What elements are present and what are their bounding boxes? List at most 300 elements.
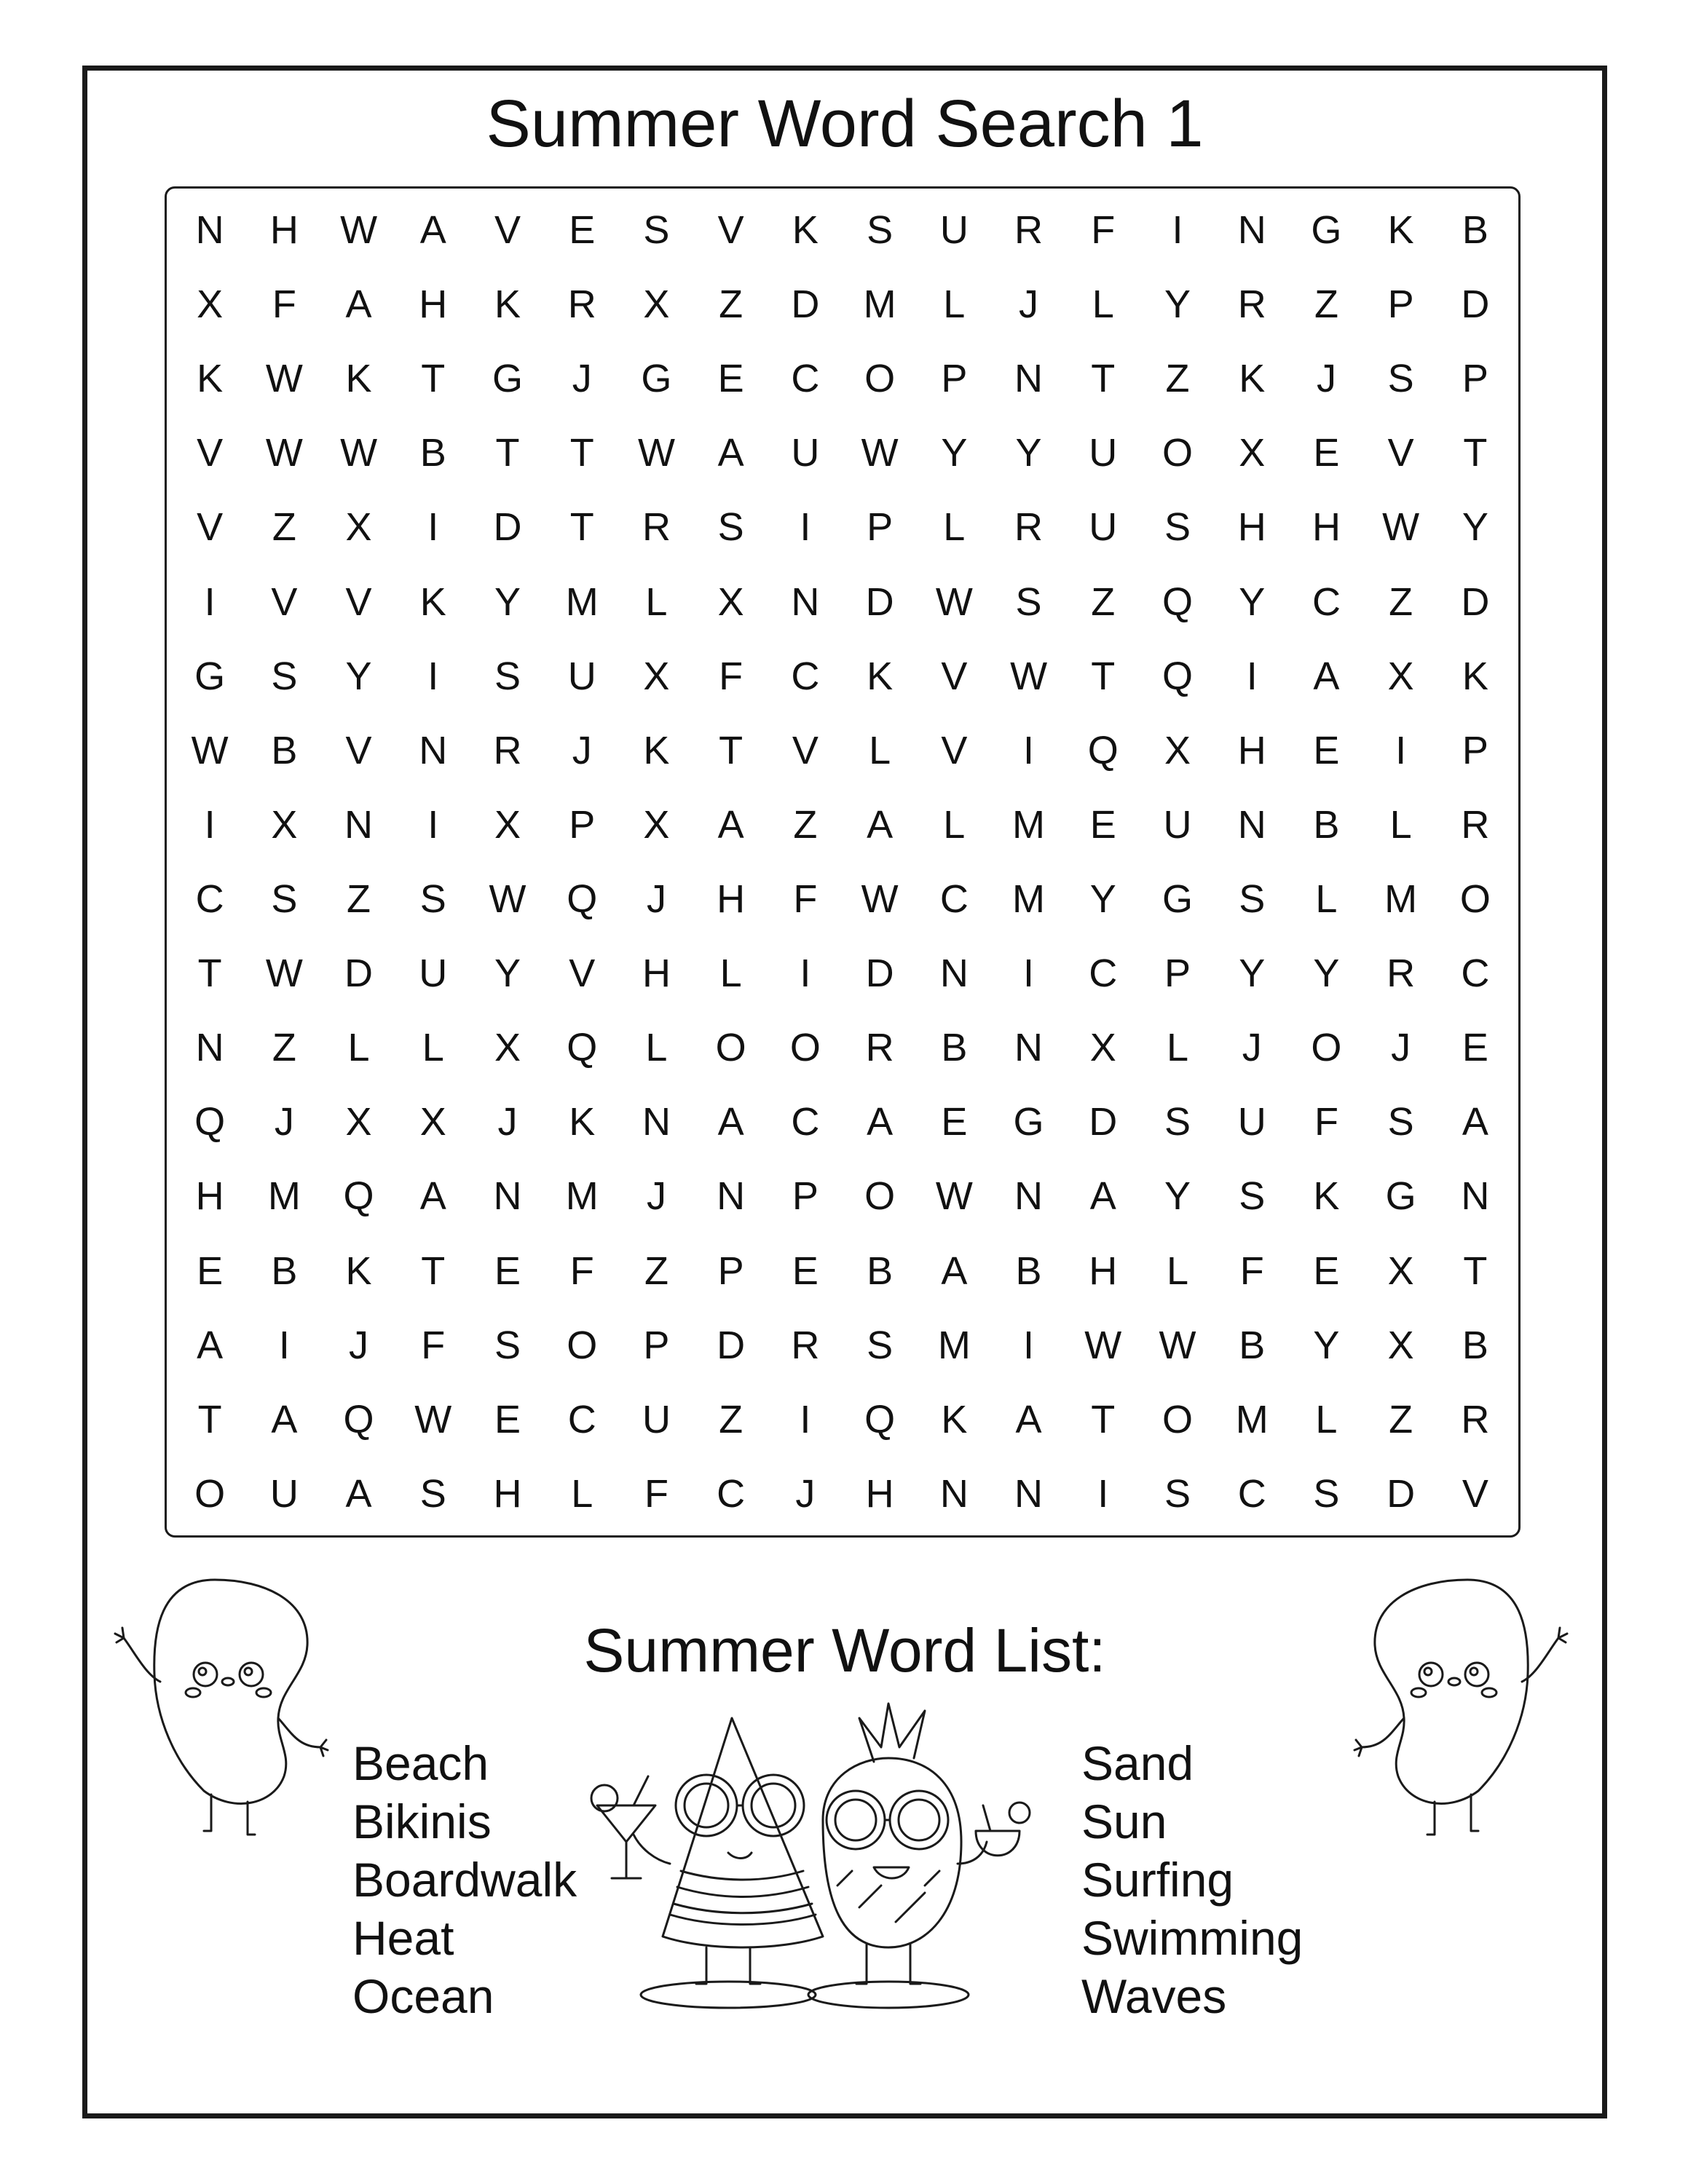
grid-letter: J — [572, 357, 592, 401]
grid-letter: U — [419, 951, 448, 996]
grid-letter: U — [1089, 505, 1118, 550]
grid-letter: H — [865, 1471, 894, 1516]
grid-letter: T — [719, 728, 744, 772]
grid-letter: N — [1237, 208, 1266, 253]
grid-letter: H — [642, 951, 671, 996]
grid-letter: A — [419, 1174, 446, 1219]
grid-letter: R — [1461, 802, 1490, 847]
grid-letter: R — [1387, 951, 1416, 996]
grid-letter: S — [271, 654, 298, 698]
grid-letter: Z — [1389, 1397, 1413, 1441]
grid-letter: J — [646, 1174, 666, 1219]
grid-letter: P — [717, 1249, 744, 1293]
grid-letter: X — [643, 282, 670, 327]
grid-letter: S — [494, 654, 521, 698]
grid-letter: A — [345, 1471, 372, 1516]
grid-letter: U — [567, 654, 596, 698]
grid-letter: L — [1315, 1397, 1338, 1441]
grid-letter: Y — [1015, 431, 1042, 475]
grid-letter: W — [637, 431, 675, 475]
grid-letter: C — [791, 654, 820, 698]
grid-letter: Z — [719, 1397, 744, 1441]
grid-letter: G — [1311, 208, 1342, 253]
grid-letter: G — [1162, 877, 1193, 922]
grid-letter: D — [1089, 1100, 1118, 1144]
grid-letter: Z — [347, 877, 371, 922]
grid-letter: Y — [1313, 1323, 1340, 1367]
grid-letter: B — [941, 1026, 968, 1070]
grid-letter: Y — [1462, 505, 1488, 550]
grid-letter: Q — [567, 877, 598, 922]
grid-letter: I — [1023, 951, 1035, 996]
grid-letter: O — [1162, 431, 1193, 475]
grid-letter: L — [347, 1026, 370, 1070]
grid-letter: D — [344, 951, 374, 996]
grid-letter: F — [272, 282, 296, 327]
grid-letter: H — [1237, 505, 1266, 550]
grid-letter: X — [345, 505, 372, 550]
grid-letter: Q — [864, 1397, 896, 1441]
grid-letter: X — [197, 282, 224, 327]
grid-letter: B — [271, 728, 298, 772]
grid-letter: K — [1462, 654, 1488, 698]
grid-letter: W — [1159, 1323, 1196, 1367]
grid-letter: N — [1461, 1174, 1490, 1219]
watermelon-pineapple-friends-icon — [583, 1696, 1049, 2017]
grid-letter: H — [717, 877, 746, 922]
grid-letter: P — [867, 505, 894, 550]
grid-letter: C — [1089, 951, 1118, 996]
grid-letter: S — [419, 877, 446, 922]
grid-letter: X — [419, 1100, 446, 1144]
grid-letter: A — [1462, 1100, 1488, 1144]
grid-letter: B — [1239, 1323, 1266, 1367]
word-list-item: Ocean — [352, 1969, 494, 2023]
grid-letter: M — [565, 579, 599, 624]
grid-letter: O — [194, 1471, 226, 1516]
grid-letter: L — [645, 579, 668, 624]
grid-letter: L — [1166, 1249, 1189, 1293]
grid-letter: N — [939, 951, 969, 996]
grid-letter: J — [274, 1100, 294, 1144]
grid-letter: P — [1387, 282, 1414, 327]
grid-letter: E — [717, 357, 744, 401]
bean-character-icon — [109, 1572, 342, 1849]
grid-letter: M — [565, 1174, 599, 1219]
grid-letter: X — [271, 802, 298, 847]
grid-letter: N — [1014, 1471, 1044, 1516]
grid-letter: V — [197, 431, 224, 475]
grid-letter: X — [494, 1026, 521, 1070]
grid-letter: J — [795, 1471, 816, 1516]
grid-letter: I — [800, 1397, 811, 1441]
grid-letter: Y — [1313, 951, 1340, 996]
grid-letter: L — [1166, 1026, 1189, 1070]
grid-letter: N — [1237, 802, 1266, 847]
grid-letter: F — [1091, 208, 1116, 253]
grid-letter: E — [1313, 1249, 1340, 1293]
grid-letter: O — [567, 1323, 598, 1367]
grid-letter: K — [1387, 208, 1414, 253]
grid-letter: V — [197, 505, 224, 550]
grid-letter: C — [567, 1397, 596, 1441]
grid-letter: F — [569, 1249, 594, 1293]
grid-letter: Z — [1091, 579, 1116, 624]
grid-letter: W — [414, 1397, 452, 1441]
grid-letter: T — [1091, 357, 1116, 401]
grid-letter: P — [1462, 357, 1488, 401]
grid-letter: U — [791, 431, 820, 475]
grid-letter: T — [197, 951, 222, 996]
grid-letter: J — [1316, 357, 1336, 401]
grid-letter: B — [1462, 208, 1488, 253]
grid-letter: W — [489, 877, 526, 922]
grid-letter: E — [1089, 802, 1116, 847]
grid-letter: V — [717, 208, 744, 253]
grid-letter: R — [1461, 1397, 1490, 1441]
grid-letter: W — [265, 357, 303, 401]
grid-letter: Z — [644, 1249, 669, 1293]
grid-letter: S — [1313, 1471, 1340, 1516]
grid-letter: M — [937, 1323, 971, 1367]
grid-letter: E — [494, 1397, 521, 1441]
grid-letter: P — [643, 1323, 670, 1367]
grid-letter: I — [1023, 728, 1035, 772]
grid-letter: T — [1463, 431, 1488, 475]
grid-letter: T — [569, 505, 594, 550]
grid-letter: X — [1387, 654, 1414, 698]
grid-letter: S — [1164, 1471, 1191, 1516]
grid-letter: X — [1164, 728, 1191, 772]
grid-letter: P — [569, 802, 596, 847]
grid-letter: V — [941, 728, 968, 772]
grid-letter: S — [867, 208, 894, 253]
grid-letter: Z — [272, 505, 296, 550]
grid-letter: N — [344, 802, 374, 847]
word-list-item: Heat — [352, 1911, 454, 1965]
grid-letter: I — [1023, 1323, 1035, 1367]
grid-letter: W — [340, 208, 378, 253]
grid-letter: T — [1091, 654, 1116, 698]
word-list-item: Swimming — [1081, 1911, 1304, 1965]
grid-letter: N — [195, 208, 224, 253]
grid-letter: C — [791, 357, 820, 401]
grid-letter: W — [935, 579, 973, 624]
grid-letter: S — [1164, 505, 1191, 550]
grid-letter: R — [791, 1323, 820, 1367]
grid-letter: H — [493, 1471, 522, 1516]
grid-letter: G — [641, 357, 672, 401]
grid-letter: C — [717, 1471, 746, 1516]
grid-letter: Y — [345, 654, 372, 698]
grid-letter: J — [497, 1100, 518, 1144]
grid-letter: D — [865, 579, 894, 624]
grid-letter: J — [572, 728, 592, 772]
grid-letter: D — [865, 951, 894, 996]
grid-letter: A — [419, 208, 446, 253]
grid-letter: A — [271, 1397, 298, 1441]
grid-letter: D — [1387, 1471, 1416, 1516]
grid-letter: H — [419, 282, 448, 327]
grid-letter: H — [195, 1174, 224, 1219]
grid-letter: Q — [194, 1100, 226, 1144]
word-list-item: Beach — [352, 1736, 489, 1790]
grid-letter: K — [569, 1100, 596, 1144]
grid-letter: R — [1014, 208, 1044, 253]
grid-letter: T — [1091, 1397, 1116, 1441]
grid-letter: Q — [343, 1397, 374, 1441]
word-list-right — [1081, 1734, 1303, 2025]
grid-letter: R — [493, 728, 522, 772]
grid-letter: A — [717, 1100, 744, 1144]
grid-letter: F — [644, 1471, 669, 1516]
grid-letter: Z — [1165, 357, 1190, 401]
grid-letter: X — [1089, 1026, 1116, 1070]
grid-letter: K — [941, 1397, 968, 1441]
grid-letter: A — [1089, 1174, 1116, 1219]
grid-letter: K — [197, 357, 224, 401]
grid-letter: M — [1012, 877, 1046, 922]
grid-letter: G — [194, 654, 226, 698]
grid-letter: C — [1312, 579, 1341, 624]
grid-letter: J — [1019, 282, 1039, 327]
grid-letter: K — [1313, 1174, 1340, 1219]
grid-letter: W — [861, 431, 899, 475]
grid-letter: J — [1242, 1026, 1262, 1070]
grid-letter: E — [1462, 1026, 1488, 1070]
grid-letter: P — [1164, 951, 1191, 996]
grid-letter: V — [271, 579, 298, 624]
grid-letter: W — [935, 1174, 973, 1219]
grid-letter: L — [645, 1026, 668, 1070]
grid-letter: K — [494, 282, 521, 327]
grid-letter: L — [869, 728, 891, 772]
grid-letter: L — [1315, 877, 1338, 922]
grid-letter: S — [643, 208, 670, 253]
grid-letter: L — [943, 282, 966, 327]
grid-letter: X — [1387, 1323, 1414, 1367]
grid-letter: L — [1092, 282, 1114, 327]
grid-letter: X — [1239, 431, 1266, 475]
grid-letter: I — [1172, 208, 1183, 253]
grid-letter: P — [792, 1174, 819, 1219]
grid-letter: R — [1014, 505, 1044, 550]
grid-letter: A — [867, 802, 894, 847]
grid-letter: T — [569, 431, 594, 475]
grid-letter: A — [717, 802, 744, 847]
grid-letter: W — [1382, 505, 1420, 550]
grid-letter: U — [269, 1471, 299, 1516]
grid-letter: X — [1387, 1249, 1414, 1293]
grid-letter: C — [939, 877, 969, 922]
grid-letter: S — [1387, 357, 1414, 401]
word-list-item: Boardwalk — [352, 1853, 577, 1907]
grid-letter: I — [278, 1323, 290, 1367]
grid-letter: D — [493, 505, 522, 550]
grid-letter: B — [1462, 1323, 1488, 1367]
grid-letter: D — [1461, 282, 1490, 327]
word-list-item: Bikinis — [352, 1795, 492, 1848]
grid-letter: C — [1461, 951, 1490, 996]
grid-letter: S — [1239, 1174, 1266, 1219]
grid-letter: R — [865, 1026, 894, 1070]
grid-letter: U — [642, 1397, 671, 1441]
grid-letter: E — [792, 1249, 819, 1293]
word-list-title: Summer Word List: — [583, 1616, 1106, 1685]
grid-letter: W — [340, 431, 378, 475]
grid-letter: I — [427, 802, 439, 847]
grid-letter: X — [345, 1100, 372, 1144]
grid-letter: N — [1014, 1174, 1044, 1219]
grid-letter: R — [642, 505, 671, 550]
grid-letter: D — [1461, 579, 1490, 624]
grid-letter: B — [1313, 802, 1340, 847]
grid-letter: V — [1387, 431, 1414, 475]
grid-letter: S — [271, 877, 298, 922]
grid-letter: A — [197, 1323, 224, 1367]
grid-letter: U — [1163, 802, 1192, 847]
grid-letter: Z — [719, 282, 744, 327]
grid-letter: K — [419, 579, 446, 624]
grid-letter: A — [941, 1249, 968, 1293]
grid-letter: Z — [272, 1026, 296, 1070]
grid-letter: S — [1239, 877, 1266, 922]
grid-letter: B — [1015, 1249, 1042, 1293]
grid-letter: O — [864, 357, 896, 401]
grid-letter: O — [864, 1174, 896, 1219]
grid-letter: W — [1010, 654, 1048, 698]
grid-letter: Y — [1239, 951, 1266, 996]
grid-letter: J — [349, 1323, 369, 1367]
grid-letter: J — [1391, 1026, 1411, 1070]
grid-letter: F — [1239, 1249, 1264, 1293]
grid-letter: I — [204, 802, 216, 847]
grid-letter: N — [939, 1471, 969, 1516]
grid-letter: F — [793, 877, 818, 922]
grid-letter: L — [943, 802, 966, 847]
grid-letter: L — [719, 951, 742, 996]
grid-letter: B — [419, 431, 446, 475]
grid-letter: S — [1387, 1100, 1414, 1144]
grid-letter: F — [719, 654, 744, 698]
grid-letter: S — [494, 1323, 521, 1367]
grid-letter: E — [1313, 728, 1340, 772]
grid-letter: V — [569, 951, 596, 996]
grid-letter: B — [271, 1249, 298, 1293]
grid-letter: K — [867, 654, 894, 698]
grid-letter: G — [1385, 1174, 1416, 1219]
grid-letter: N — [642, 1100, 671, 1144]
grid-letter: Y — [1164, 282, 1191, 327]
grid-letter: M — [863, 282, 896, 327]
grid-letter: Y — [494, 951, 521, 996]
grid-letter: K — [1239, 357, 1266, 401]
grid-letter: X — [643, 802, 670, 847]
grid-letter: E — [197, 1249, 224, 1293]
grid-letter: W — [861, 877, 899, 922]
grid-letter: W — [191, 728, 229, 772]
grid-letter: M — [1012, 802, 1046, 847]
grid-letter: V — [345, 579, 372, 624]
grid-letter: N — [791, 579, 820, 624]
grid-letter: O — [1311, 1026, 1342, 1070]
grid-letter: S — [1164, 1100, 1191, 1144]
grid-letter: C — [195, 877, 224, 922]
grid-letter: L — [422, 1026, 444, 1070]
grid-letter: A — [867, 1100, 894, 1144]
grid-letter: X — [717, 579, 744, 624]
grid-letter: O — [1162, 1397, 1193, 1441]
grid-letter: K — [345, 1249, 372, 1293]
grid-letter: A — [717, 431, 744, 475]
grid-letter: U — [1089, 431, 1118, 475]
grid-letter: B — [867, 1249, 894, 1293]
grid-letter: N — [419, 728, 448, 772]
grid-letter: Q — [1087, 728, 1119, 772]
grid-letter: Y — [1164, 1174, 1191, 1219]
word-list-item: Sun — [1081, 1795, 1167, 1848]
grid-letter: T — [197, 1397, 222, 1441]
grid-letter: X — [643, 654, 670, 698]
grid-letter: Y — [1089, 877, 1116, 922]
grid-letter: V — [1462, 1471, 1488, 1516]
grid-letter: Z — [1389, 579, 1413, 624]
grid-letter: C — [1237, 1471, 1266, 1516]
grid-letter: C — [791, 1100, 820, 1144]
grid-letter: N — [1014, 1026, 1044, 1070]
grid-letter: I — [204, 579, 216, 624]
grid-letter: K — [792, 208, 819, 253]
grid-letter: O — [789, 1026, 821, 1070]
word-list-item: Waves — [1081, 1969, 1227, 2023]
grid-letter: Q — [1162, 579, 1193, 624]
grid-letter: V — [345, 728, 372, 772]
grid-letter: V — [494, 208, 521, 253]
grid-letter: S — [419, 1471, 446, 1516]
grid-letter: M — [267, 1174, 301, 1219]
grid-letter: O — [715, 1026, 746, 1070]
grid-letter: R — [567, 282, 596, 327]
grid-letter: U — [939, 208, 969, 253]
word-list-item: Surfing — [1081, 1853, 1234, 1907]
grid-letter: W — [265, 951, 303, 996]
grid-letter: N — [1014, 357, 1044, 401]
grid-letter: I — [427, 505, 439, 550]
grid-letter: H — [269, 208, 299, 253]
grid-letter: E — [569, 208, 596, 253]
grid-letter: L — [943, 505, 966, 550]
letter-grid — [165, 186, 1521, 1538]
grid-letter: S — [717, 505, 744, 550]
grid-letter: P — [1462, 728, 1488, 772]
grid-letter: I — [1097, 1471, 1109, 1516]
grid-letter: Y — [941, 431, 968, 475]
grid-letter: P — [941, 357, 968, 401]
grid-letter: F — [421, 1323, 446, 1367]
grid-letter: Q — [1162, 654, 1193, 698]
grid-letter: U — [1237, 1100, 1266, 1144]
grid-letter: R — [1237, 282, 1266, 327]
grid-letter: V — [792, 728, 819, 772]
grid-letter: I — [800, 505, 811, 550]
grid-letter: O — [1459, 877, 1491, 922]
grid-letter: F — [1314, 1100, 1338, 1144]
grid-letter: E — [941, 1100, 968, 1144]
grid-letter: T — [421, 357, 446, 401]
grid-letter: X — [494, 802, 521, 847]
grid-letter: M — [1384, 877, 1418, 922]
bean-character-icon — [1340, 1572, 1573, 1849]
